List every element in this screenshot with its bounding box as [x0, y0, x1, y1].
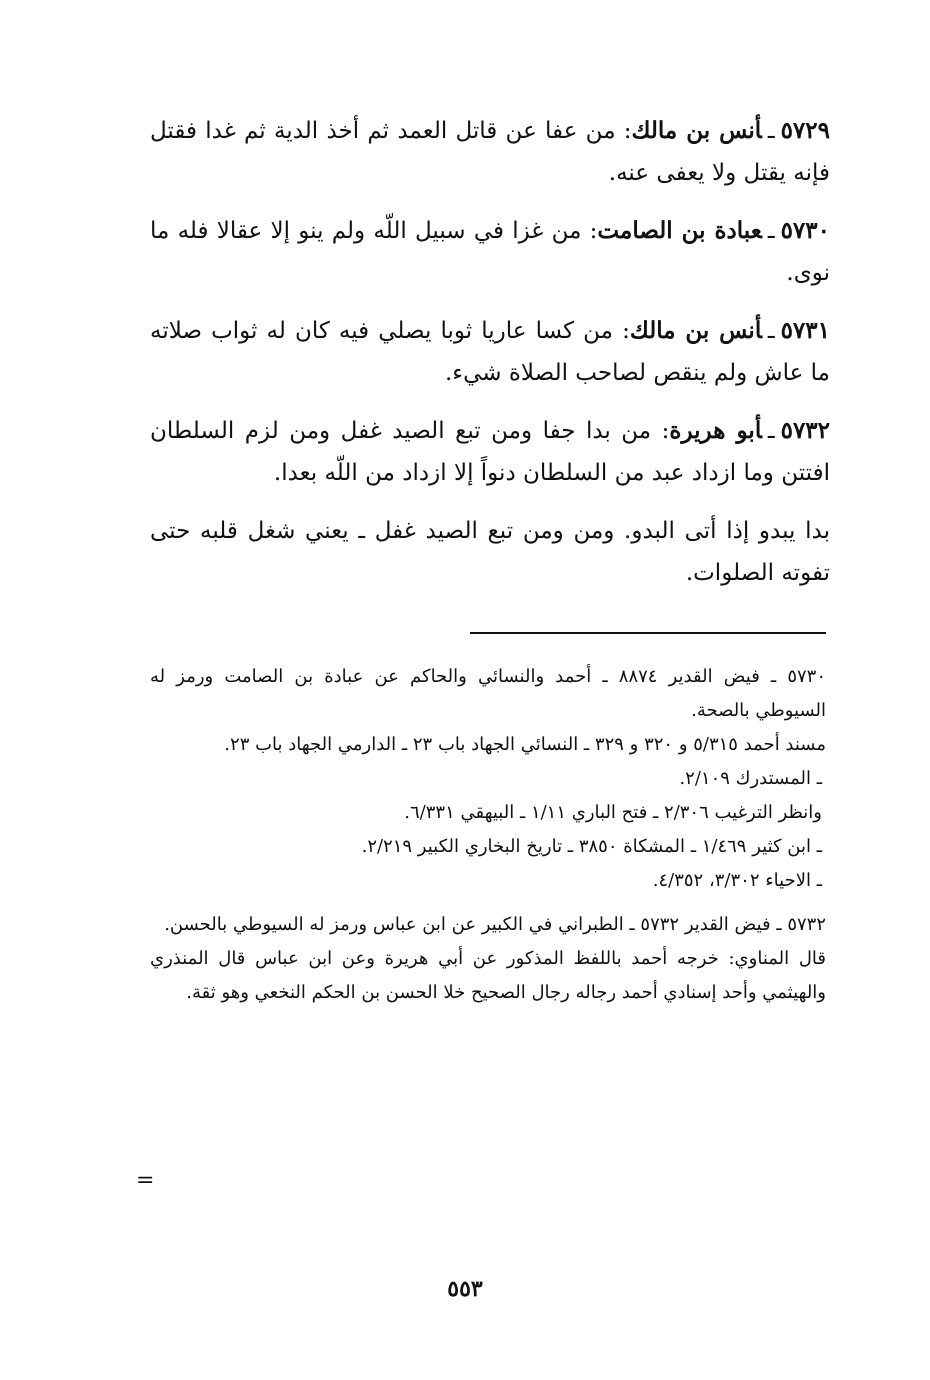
footnote-line: ـ المستدرك ٢/١٠٩. [679, 768, 822, 789]
narrator-name: أنس بن مالك [629, 317, 762, 344]
footnote-5730 [150, 660, 826, 898]
footnote-line: مسند أحمد ٥/٣١٥ و ٣٢٠ و ٣٢٩ ـ النسائي الجهاد باب ٢٣ ـ الدارمي الجهاد باب ٢٣. [224, 734, 826, 755]
footnote-line: ـ ابن كثير ١/٤٦٩ ـ المشكاة ٣٨٥٠ ـ تاريخ البخاري الكبير ٢/٢١٩. [361, 836, 822, 857]
narrator-name: أبو هريرة [669, 417, 762, 444]
hadith-text: من عفا عن قاتل العمد ثم أخذ الدية ثم غدا فقتل فإنه يقتل ولا يعفى عنه. [150, 118, 830, 186]
footnote-5732 [150, 908, 826, 1010]
continuation-mark: = [136, 1168, 155, 1193]
footnote-separator [470, 632, 826, 634]
main-text [150, 110, 830, 610]
explanation-paragraph: بدا يبدو إذا أتى البدو. ومن ومن تبع الصيد غفل ـ يعني شغل قلبه حتى تفوته الصلوات. [150, 518, 830, 586]
footnote-line: قال المناوي: خرجه أحمد باللفظ المذكور عن أبي هريرة وعن ابن عباس قال المنذري والهيثمي وأحد إسنادي أحمد رجاله رجال الصحيح خلا الحسن بن الحكم النخعي وهو ثقة. [150, 948, 826, 1003]
narrator-name: عبادة بن الصامت [597, 217, 762, 244]
hadith-number: ٥٧٣٠ [780, 217, 830, 244]
hadith-entry: ٥٧٣٢ـأبو هريرة: من بدا جفا ومن تبع الصيد غفل ومن لزم السلطان افتتن وما ازداد عبد من السلطان دنواً إلا ازداد من اللّه بعدا. [150, 417, 831, 486]
footnote-line: ٥٧٣٢ ـ فيض القدير ٥٧٣٢ ـ الطبراني في الكبير عن ابن عباس ورمز له السيوطي بالحسن. [164, 914, 826, 935]
hadith-entry: ٥٧٣١ـأنس بن مالك: من كسا عاريا ثوبا يصلي فيه كان له ثواب صلاته ما عاش ولم ينقص لصاحب الصلاة شيء. [150, 317, 830, 386]
footnote-line: ٥٧٣٠ ـ فيض القدير ٨٨٧٤ ـ أحمد والنسائي والحاكم عن عبادة بن الصامت ورمز له السيوطي بالصحة. [150, 666, 826, 721]
hadith-number: ٥٧٣٢ [780, 417, 831, 444]
hadith-number: ٥٧٣١ [780, 317, 830, 344]
footnotes [150, 660, 826, 1020]
hadith-text: من غزا في سبيل اللّه ولم ينو إلا عقالا فله ما نوى. [150, 218, 830, 286]
narrator-name: أنس بن مالك [631, 117, 762, 144]
page-number: ٥٥٣ [447, 1276, 483, 1302]
footnote-line: وانظر الترغيب ٢/٣٠٦ ـ فتح الباري ١/١١ ـ البيهقي ٦/٣٣١. [404, 802, 822, 823]
footnote-line: ـ الاحياء ٣/٣٠٢، ٤/٣٥٢. [652, 870, 822, 891]
hadith-entry: ٥٧٢٩ـأنس بن مالك: من عفا عن قاتل العمد ثم أخذ الدية ثم غدا فقتل فإنه يقتل ولا يعفى عنه. [150, 117, 830, 186]
hadith-number: ٥٧٢٩ [780, 117, 830, 144]
hadith-text: من كسا عاريا ثوبا يصلي فيه كان له ثواب صلاته ما عاش ولم ينقص لصاحب الصلاة شيء. [150, 318, 830, 386]
hadith-text: من بدا جفا ومن تبع الصيد غفل ومن لزم السلطان افتتن وما ازداد عبد من السلطان دنواً إلا ازداد من اللّه بعدا. [150, 418, 830, 486]
hadith-entry: ٥٧٣٠ـعبادة بن الصامت: من غزا في سبيل اللّه ولم ينو إلا عقالا فله ما نوى. [150, 217, 830, 286]
